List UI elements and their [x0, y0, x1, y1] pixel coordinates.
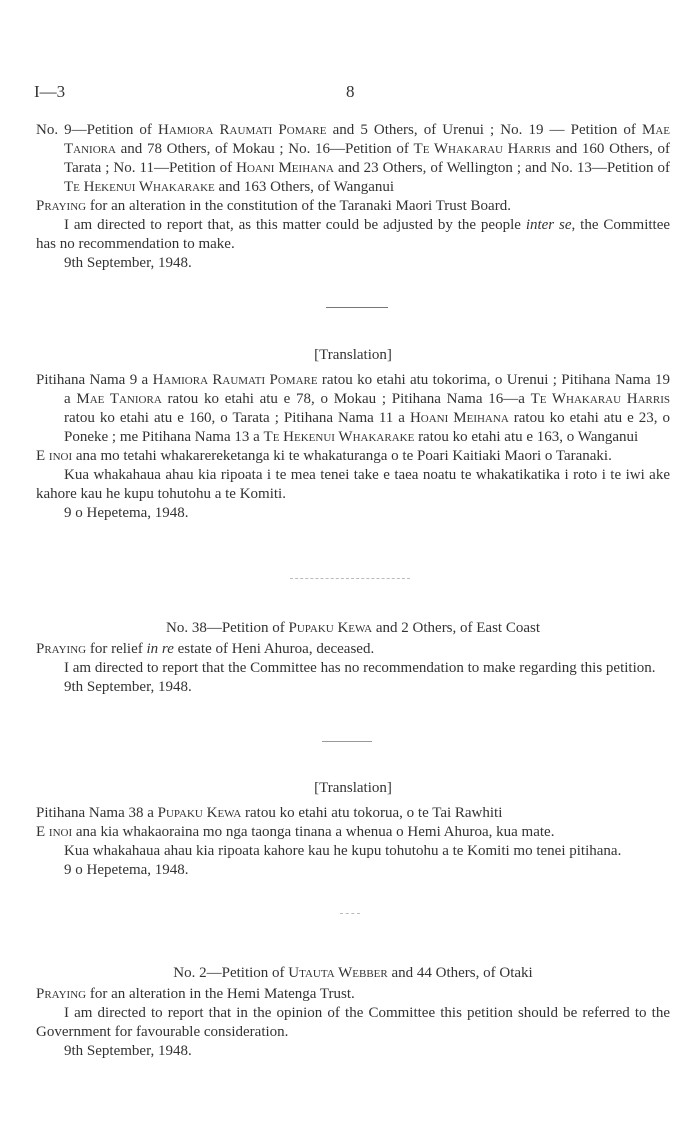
praying-line: Praying for an alteration in the Hemi Matenga Trust. [36, 986, 355, 1002]
praying-line: Praying for an alteration in the constitution of the Taranaki Maori Trust Board. [36, 198, 511, 214]
translation-heading: [Translation] [314, 347, 392, 363]
section-divider [322, 741, 372, 742]
section-divider [290, 578, 410, 579]
report-date: 9th September, 1948. [64, 255, 192, 271]
section-divider [326, 307, 388, 308]
section-divider [340, 913, 360, 914]
praying-line: Praying for relief in re estate of Heni Ahuroa, deceased. [36, 641, 375, 657]
petition-title: No. 38—Petition of Pupaku Kewa and 2 Others, of East Coast [165, 620, 541, 636]
einoi-line: E inoi ana kia whakaoraina mo nga taonga tinana a whenua o Hemi Ahuroa, kua mate. [36, 824, 555, 840]
report-date-maori: 9 o Hepetema, 1948. [64, 505, 189, 521]
petition-section-38 [36, 619, 670, 697]
report-date: 9th September, 1948. [64, 1043, 192, 1059]
einoi-line: E inoi ana mo tetahi whakarereketanga ki te whakaturanga o te Poari Kaitiaki Maori o Taranaki. [36, 448, 612, 464]
report-date: 9th September, 1948. [64, 679, 192, 695]
committee-report: I am directed to report that, as this matter could be adjusted by the people inter se, the Committee has no recommendation to make. [36, 217, 671, 252]
petition-line-maori: Pitihana Nama 38 a Pupaku Kewa ratou ko etahi atu tokorua, o te Tai Rawhiti [36, 805, 503, 821]
translation-section-1 [36, 346, 670, 523]
petition-title: No. 2—Petition of Utauta Webber and 44 Others, of Otaki [173, 965, 533, 981]
committee-report-maori: Kua whakahaua ahau kia ripoata kahore kau he kupu tohutohu a te Komiti mo tenei pitihana. [64, 843, 622, 859]
petition-section-2 [36, 964, 670, 1061]
page-number: 8 [346, 82, 355, 101]
report-date-maori: 9 o Hepetema, 1948. [64, 862, 189, 878]
translation-section-38 [36, 779, 670, 880]
petition-section-1 [36, 121, 670, 273]
committee-report-maori: Kua whakahaua ahau kia ripoata i te mea tenei take e taea noatu te whakatikatika i roto i te iwi ake kahore kau he kupu tohutohu a te Komiti. [36, 467, 670, 502]
document-reference: I—3 [34, 82, 66, 101]
committee-report: I am directed to report that the Committee has no recommendation to make regarding this petition. [64, 660, 656, 676]
translation-heading: [Translation] [314, 780, 392, 796]
petition-heading: No. 9—Petition of Hamiora Raumati Pomare and 5 Others, of Urenui ; No. 19 — Petition of Mae Taniora and 78 Others, of Mokau ; No. 16—Petition of Te Whakarau Harris and 160 Others, of Tarata ; No. 11—Petition of Hoani Meihana and 23 Others, of Wellington ; and No. 13—Petition of Te Hekenui Whakarake and 163 Others, of Wanganui [36, 122, 670, 195]
petition-heading-maori: Pitihana Nama 9 a Hamiora Raumati Pomare ratou ko etahi atu tokorima, o Urenui ; Pitihana Nama 19 a Mae Taniora ratou ko etahi atu e 78, o Mokau ; Pitihana Nama 16—a Te Whakarau Harris ratou ko etahi atu e 160, o Tarata ; Pitihana Nama 11 a Hoani Meihana ratou ko etahi atu e 23, o Poneke ; me Pitihana Nama 13 a Te Hekenui Whakarake ratou ko etahi atu e 163, o Wanganui [36, 372, 670, 445]
committee-report: I am directed to report that in the opinion of the Committee this petition should be referred to the Government for favourable consideration. [36, 1005, 670, 1040]
